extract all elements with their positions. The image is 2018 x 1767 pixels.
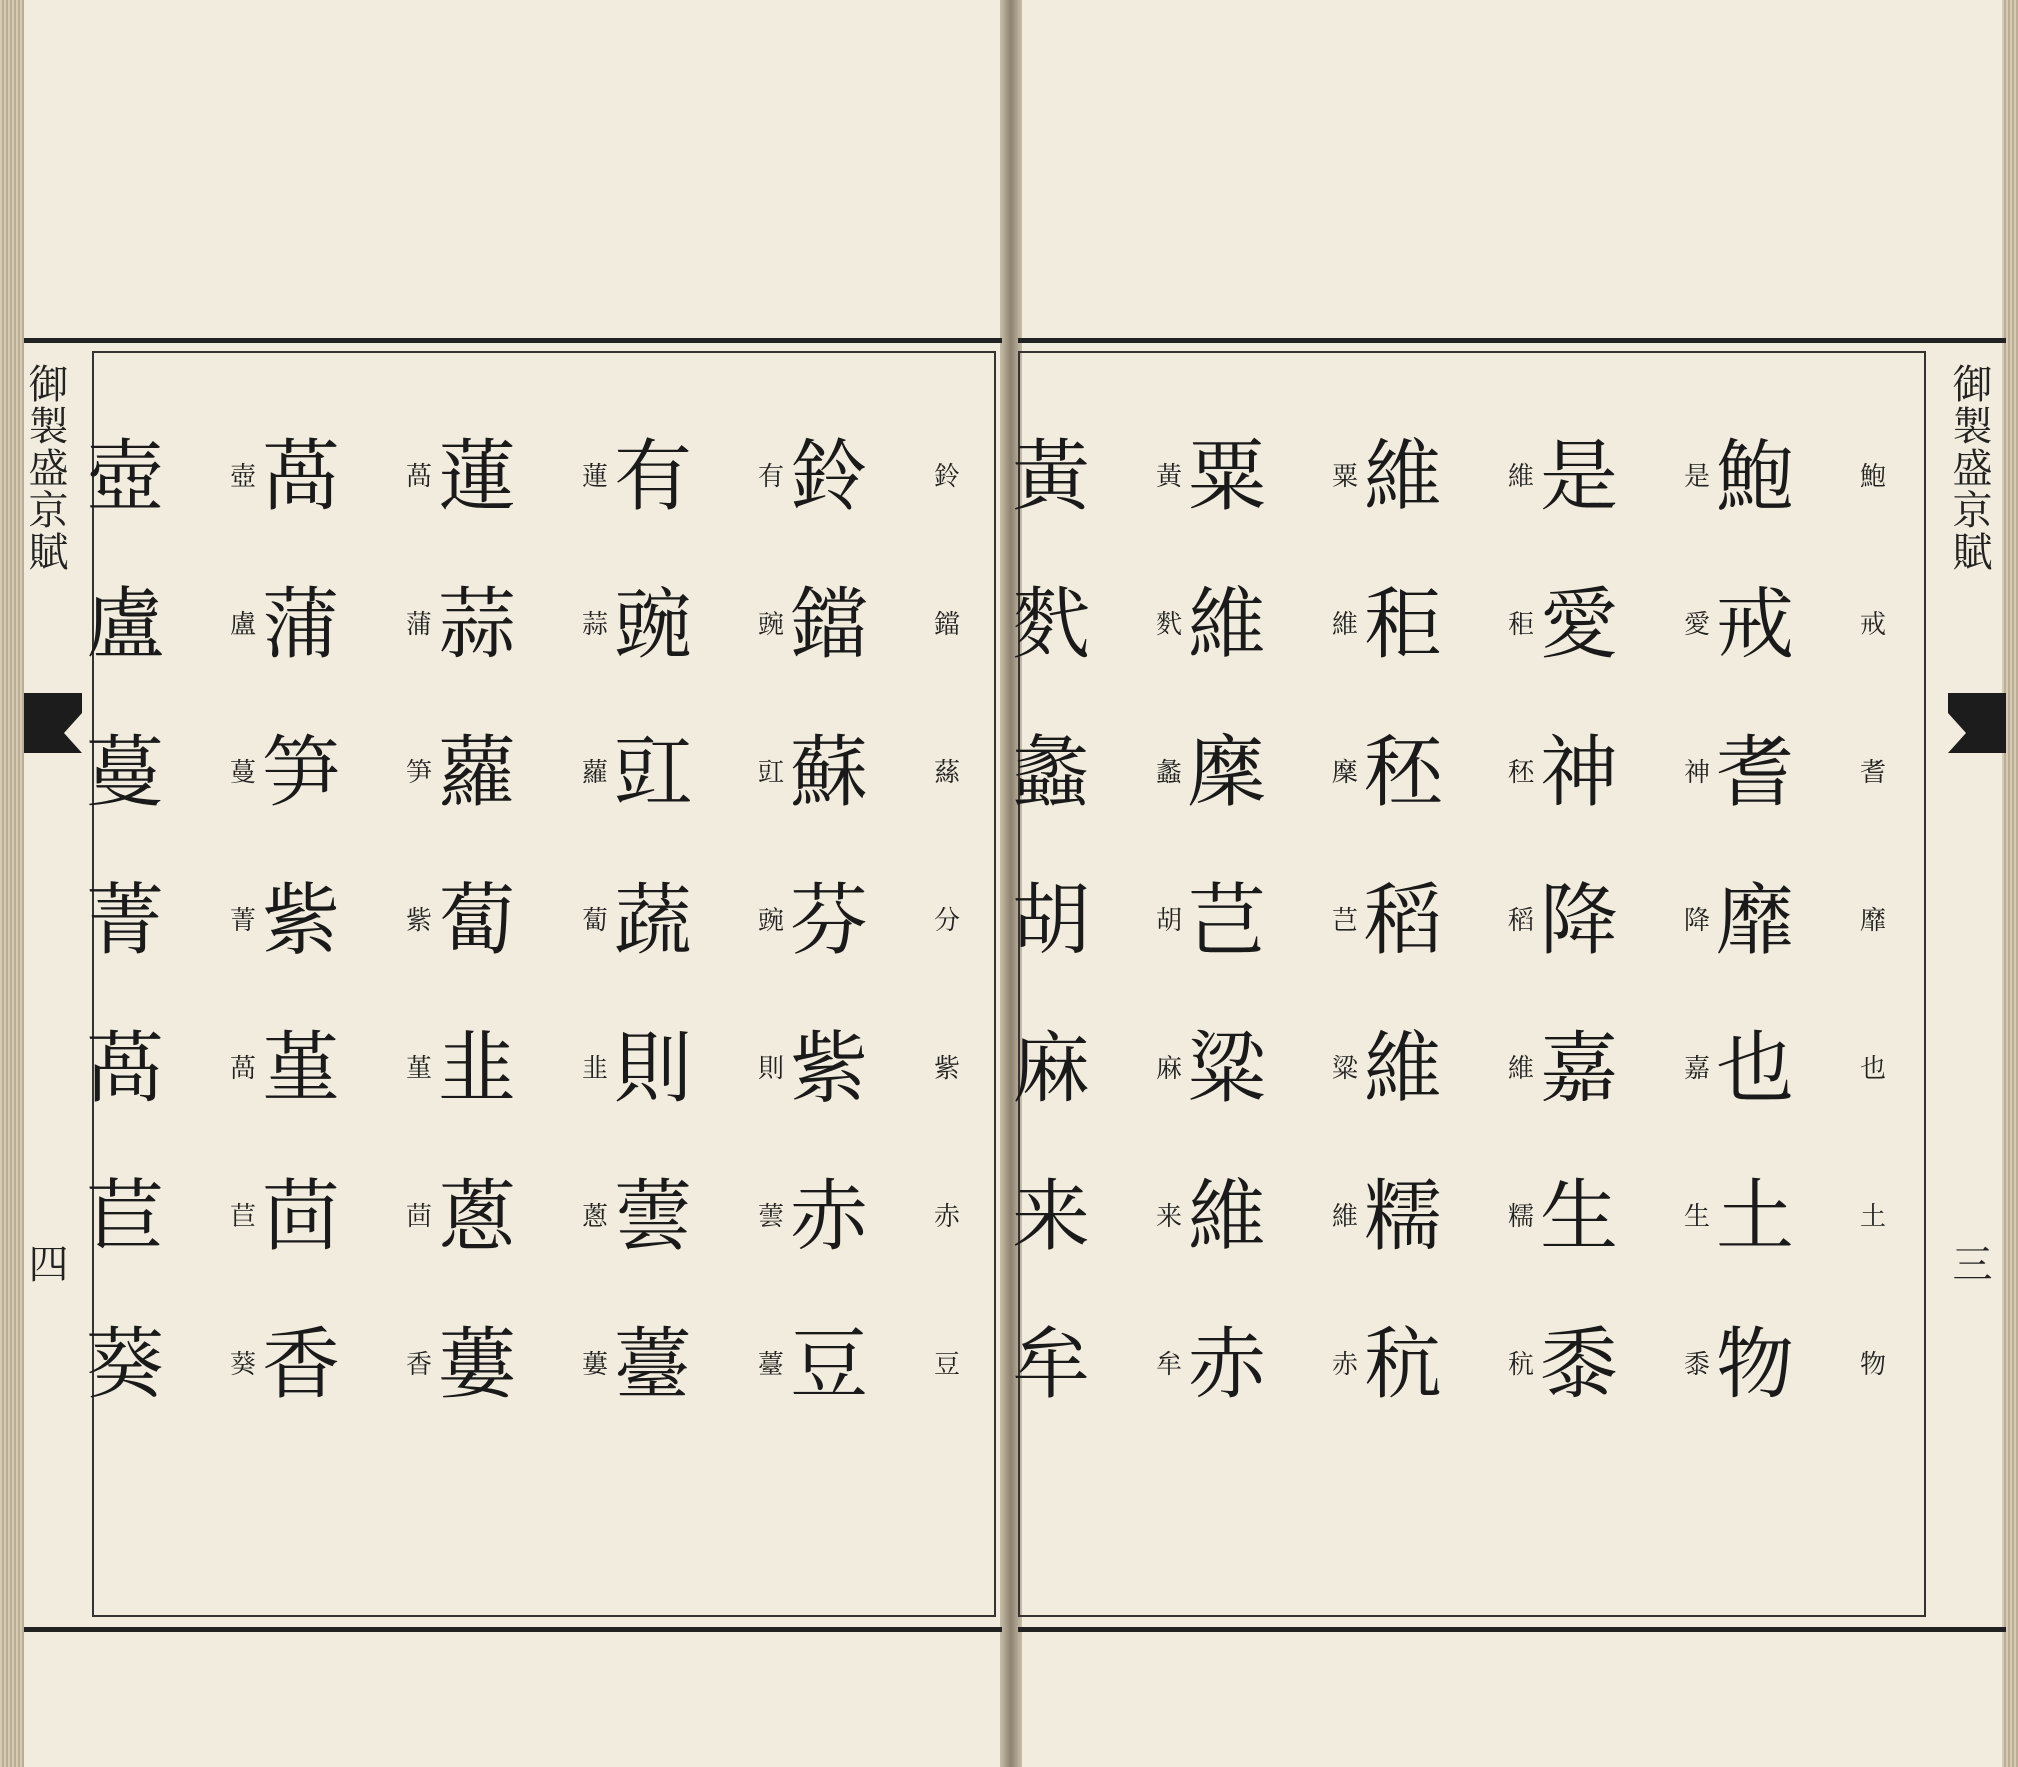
seal-character: 䴬 — [1012, 580, 1091, 670]
text-column-gloss — [1684, 403, 1710, 1439]
seal-character: 降 — [1540, 876, 1619, 966]
seal-character: 維 — [1364, 1024, 1443, 1114]
seal-character: 秬 — [1364, 580, 1443, 670]
gloss-character: 豌 — [758, 906, 785, 936]
seal-character: 生 — [1540, 1172, 1619, 1262]
left-text-box — [86, 351, 996, 1617]
right-text-frame — [1012, 338, 1956, 1632]
gloss-character: 紫 — [406, 906, 433, 936]
seal-character: 靡 — [1716, 876, 1795, 966]
seal-character: 粟 — [1188, 432, 1267, 522]
gloss-character: 蘿 — [582, 758, 609, 788]
gloss-character: 蓮 — [582, 462, 609, 492]
gloss-character: 維 — [1332, 610, 1359, 640]
gloss-character: 物 — [1860, 1350, 1887, 1380]
right-margin-strip — [1948, 338, 2006, 1632]
seal-character: 麻 — [1012, 1024, 1091, 1114]
gloss-character: 生 — [1684, 1202, 1711, 1232]
gloss-character: 菁 — [230, 906, 257, 936]
text-column-seal — [1012, 403, 1090, 1439]
seal-character: 葵 — [86, 1320, 165, 1410]
gloss-character: 耆 — [1860, 758, 1887, 788]
text-column-gloss — [406, 403, 432, 1439]
gloss-character: 鮑 — [1860, 462, 1887, 492]
gloss-character: 戒 — [1860, 610, 1887, 640]
gloss-character: 蔓 — [230, 758, 257, 788]
seal-character: 蠡 — [1012, 728, 1091, 818]
seal-character: 蒜 — [438, 580, 517, 670]
gloss-character: 嘉 — [1684, 1054, 1711, 1084]
left-text-frame — [64, 338, 1002, 1632]
seal-character: 愛 — [1540, 580, 1619, 670]
text-column-seal — [1540, 403, 1618, 1439]
gloss-character: 維 — [1508, 462, 1535, 492]
gloss-character: 土 — [1860, 1202, 1887, 1232]
seal-character: 盧 — [86, 580, 165, 670]
gloss-character: 靡 — [1860, 906, 1887, 936]
seal-character: 蒲 — [262, 580, 341, 670]
seal-character: 豌 — [614, 580, 693, 670]
gloss-character: 粟 — [1332, 462, 1359, 492]
gloss-character: 紫 — [934, 1054, 961, 1084]
seal-character: 紫 — [790, 1024, 869, 1114]
seal-character: 胡 — [1012, 876, 1091, 966]
seal-character: 蓮 — [438, 432, 517, 522]
seal-character: 来 — [1012, 1172, 1091, 1262]
gloss-character: 神 — [1684, 758, 1711, 788]
gloss-character: 堇 — [406, 1054, 433, 1084]
gloss-character: 胡 — [1156, 906, 1183, 936]
seal-character: 也 — [1716, 1024, 1795, 1114]
seal-character: 粱 — [1188, 1024, 1267, 1114]
seal-character: 茴 — [262, 1172, 341, 1262]
seal-character: 穈 — [1188, 728, 1267, 818]
gloss-character: 黃 — [1156, 462, 1183, 492]
seal-character: 蔔 — [438, 876, 517, 966]
seal-character: 牟 — [1012, 1320, 1091, 1410]
text-column-seal — [790, 403, 868, 1439]
gloss-character: 萵 — [230, 1054, 257, 1084]
gloss-character: 芑 — [1332, 906, 1359, 936]
gloss-character: 稻 — [1508, 906, 1535, 936]
gloss-character: 降 — [1684, 906, 1711, 936]
gloss-character: 薹 — [758, 1350, 785, 1380]
text-column-seal — [262, 403, 340, 1439]
gloss-character: 麻 — [1156, 1054, 1183, 1084]
text-column-gloss — [1508, 403, 1534, 1439]
gloss-character: 豌 — [758, 610, 785, 640]
gloss-character: 穈 — [1332, 758, 1359, 788]
text-column-gloss — [758, 403, 784, 1439]
gloss-character: 蠡 — [1156, 758, 1183, 788]
gloss-character: 維 — [1508, 1054, 1535, 1084]
fishtail-mark-right — [1948, 693, 2006, 753]
gloss-character: 維 — [1332, 1202, 1359, 1232]
seal-character: 則 — [614, 1024, 693, 1114]
gloss-character: 蔞 — [582, 1350, 609, 1380]
gloss-character: 黍 — [1684, 1350, 1711, 1380]
seal-character: 蘿 — [438, 728, 517, 818]
seal-character: 蔓 — [86, 728, 165, 818]
gloss-character: 韭 — [582, 1054, 609, 1084]
gloss-character: 蔔 — [582, 906, 609, 936]
gloss-character: 盧 — [230, 610, 257, 640]
text-column-seal — [86, 403, 164, 1439]
gloss-character: 葵 — [230, 1350, 257, 1380]
seal-character: 芬 — [790, 876, 869, 966]
text-column-seal — [614, 403, 692, 1439]
seal-character: 萵 — [86, 1024, 165, 1114]
gloss-character: 壺 — [230, 462, 257, 492]
gloss-character: 赤 — [934, 1202, 961, 1232]
seal-character: 豆 — [790, 1320, 869, 1410]
text-column-seal — [1364, 403, 1442, 1439]
seal-character: 戒 — [1716, 580, 1795, 670]
gloss-character: 来 — [1156, 1202, 1183, 1232]
seal-character: 黍 — [1540, 1320, 1619, 1410]
seal-character: 豇 — [614, 728, 693, 818]
gloss-character: 茴 — [406, 1202, 433, 1232]
gloss-character: 豆 — [934, 1350, 961, 1380]
seal-character: 韭 — [438, 1024, 517, 1114]
seal-character: 薹 — [614, 1320, 693, 1410]
seal-character: 維 — [1364, 432, 1443, 522]
seal-character: 蔞 — [438, 1320, 517, 1410]
seal-character: 蕓 — [614, 1172, 693, 1262]
seal-character: 耆 — [1716, 728, 1795, 818]
seal-character: 土 — [1716, 1172, 1795, 1262]
gloss-character: 愛 — [1684, 610, 1711, 640]
text-column-seal — [1188, 403, 1266, 1439]
seal-character: 蘇 — [790, 728, 869, 818]
gloss-character: 秠 — [1508, 758, 1535, 788]
text-column-gloss — [230, 403, 256, 1439]
seal-character: 菁 — [86, 876, 165, 966]
text-column-seal — [438, 403, 516, 1439]
seal-character: 神 — [1540, 728, 1619, 818]
gloss-character: 豇 — [758, 758, 785, 788]
gloss-character: 蔥 — [582, 1202, 609, 1232]
seal-character: 赤 — [1188, 1320, 1267, 1410]
seal-character: 蔬 — [614, 876, 693, 966]
text-column-gloss — [1156, 403, 1182, 1439]
gloss-character: 也 — [1860, 1054, 1887, 1084]
seal-character: 秠 — [1364, 728, 1443, 818]
text-column-seal — [1716, 403, 1794, 1439]
gloss-character: 苣 — [230, 1202, 257, 1232]
seal-character: 鈴 — [790, 432, 869, 522]
text-column-gloss — [1860, 403, 1886, 1439]
seal-character: 鐺 — [790, 580, 869, 670]
gloss-character: 蒜 — [582, 610, 609, 640]
seal-character: 有 — [614, 432, 693, 522]
gloss-character: 牟 — [1156, 1350, 1183, 1380]
margin-title-left: 御製盛京賦 — [22, 363, 68, 573]
seal-character: 芑 — [1188, 876, 1267, 966]
seal-character: 堇 — [262, 1024, 341, 1114]
seal-character: 嘉 — [1540, 1024, 1619, 1114]
seal-character: 維 — [1188, 580, 1267, 670]
gloss-character: 鈴 — [934, 462, 961, 492]
gloss-character: 蒲 — [406, 610, 433, 640]
seal-character: 糯 — [1364, 1172, 1443, 1262]
gloss-character: 䴬 — [1156, 610, 1183, 640]
seal-character: 苣 — [86, 1172, 165, 1262]
seal-character: 紫 — [262, 876, 341, 966]
seal-character: 蔥 — [438, 1172, 517, 1262]
gloss-character: 是 — [1684, 462, 1711, 492]
text-column-gloss — [934, 403, 960, 1439]
seal-character: 維 — [1188, 1172, 1267, 1262]
seal-character: 黃 — [1012, 432, 1091, 522]
seal-character: 赤 — [790, 1172, 869, 1262]
gloss-character: 有 — [758, 462, 785, 492]
seal-character: 鮑 — [1716, 432, 1795, 522]
gloss-character: 秬 — [1508, 610, 1535, 640]
seal-character: 香 — [262, 1320, 341, 1410]
gloss-character: 蕬 — [934, 758, 961, 788]
gloss-character: 糯 — [1508, 1202, 1535, 1232]
seal-character: 秔 — [1364, 1320, 1443, 1410]
fore-edge-left — [0, 0, 26, 1767]
text-column-gloss — [1332, 403, 1358, 1439]
seal-character: 稻 — [1364, 876, 1443, 966]
gloss-character: 萵 — [406, 462, 433, 492]
gloss-character: 香 — [406, 1350, 433, 1380]
gloss-character: 粱 — [1332, 1054, 1359, 1084]
seal-character: 笋 — [262, 728, 341, 818]
gloss-character: 赤 — [1332, 1350, 1359, 1380]
gloss-character: 蕓 — [758, 1202, 785, 1232]
gloss-character: 笋 — [406, 758, 433, 788]
seal-character: 萵 — [262, 432, 341, 522]
right-text-box — [1012, 351, 1926, 1617]
gloss-character: 秔 — [1508, 1350, 1535, 1380]
seal-character: 是 — [1540, 432, 1619, 522]
margin-title-right: 御製盛京賦 — [1946, 363, 1992, 573]
margin-page-number-right: 三 — [1946, 1243, 1992, 1283]
gloss-character: 鐺 — [934, 610, 961, 640]
seal-character: 物 — [1716, 1320, 1795, 1410]
gloss-character: 分 — [934, 906, 961, 936]
gloss-character: 則 — [758, 1054, 785, 1084]
margin-page-number-left: 四 — [22, 1243, 68, 1283]
seal-character: 壺 — [86, 432, 165, 522]
text-column-gloss — [582, 403, 608, 1439]
